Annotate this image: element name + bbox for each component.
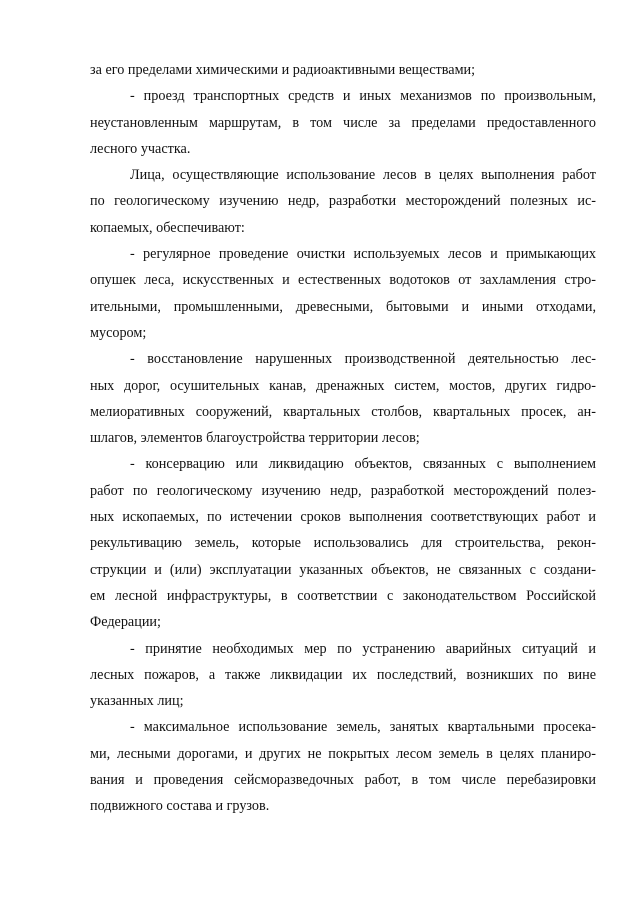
text-line: мелиоративных сооружений, квартальных столбов, квартальных просек, ан-: [90, 403, 596, 420]
text-line: - проезд транспортных средств и иных механизмов по произвольным,: [130, 88, 596, 105]
text-line: - восстановление нарушенных производственной деятельностью лес-: [130, 351, 596, 368]
text-line: неустановленным маршрутам, в том числе за пределами предоставленного: [90, 114, 596, 131]
text-line: - консервацию или ликвидацию объектов, связанных с выполнением: [130, 456, 596, 473]
text-line: ем лесной инфраструктуры, в соответствии с законодательством Российской: [90, 587, 596, 604]
text-line: - регулярное проведение очистки используемых лесов и примыкающих: [130, 246, 596, 263]
document-body: [90, 57, 596, 820]
text-line: копаемых, обеспечивают:: [90, 219, 245, 236]
text-line: - максимальное использование земель, занятых квартальными просека-: [130, 719, 596, 736]
text-line: - принятие необходимых мер по устранению аварийных ситуаций и: [130, 640, 596, 657]
text-line: ми, лесными дорогами, и других не покрытых лесом земель в целях планиро-: [90, 745, 596, 762]
text-line: лесных пожаров, а также ликвидации их последствий, возникших по вине: [90, 666, 596, 683]
text-line: ных ископаемых, по истечении сроков выполнения соответствующих работ и: [90, 509, 596, 526]
text-line: опушек леса, искусственных и естественных водотоков от захламления стро-: [90, 272, 596, 289]
text-line: лесного участка.: [90, 140, 191, 157]
text-line: шлагов, элементов благоустройства территории лесов;: [90, 430, 420, 447]
text-line: струкции и (или) эксплуатации указанных объектов, не связанных с создани-: [90, 561, 596, 578]
text-line: за его пределами химическими и радиоактивными веществами;: [90, 62, 476, 78]
text-line: работ по геологическому изучению недр, разработкой месторождений полез-: [90, 482, 596, 499]
text-line: мусором;: [90, 324, 147, 341]
text-line: Федерации;: [90, 614, 161, 631]
text-line: ительными, промышленными, древесными, бытовыми и иными отходами,: [90, 298, 596, 315]
text-line: подвижного состава и грузов.: [90, 798, 270, 815]
text-line: вания и проведения сейсморазведочных работ, в том числе перебазировки: [90, 772, 596, 789]
text-line: рекультивацию земель, которые использовались для строительства, рекон-: [90, 535, 596, 552]
text-line: Лица, осуществляющие использование лесов в целях выполнения работ: [130, 167, 596, 184]
text-line: ных дорог, осушительных канав, дренажных систем, мостов, других гидро-: [90, 377, 596, 394]
text-line: по геологическому изучению недр, разработки месторождений полезных ис-: [90, 193, 596, 210]
text-line: указанных лиц;: [90, 693, 184, 710]
